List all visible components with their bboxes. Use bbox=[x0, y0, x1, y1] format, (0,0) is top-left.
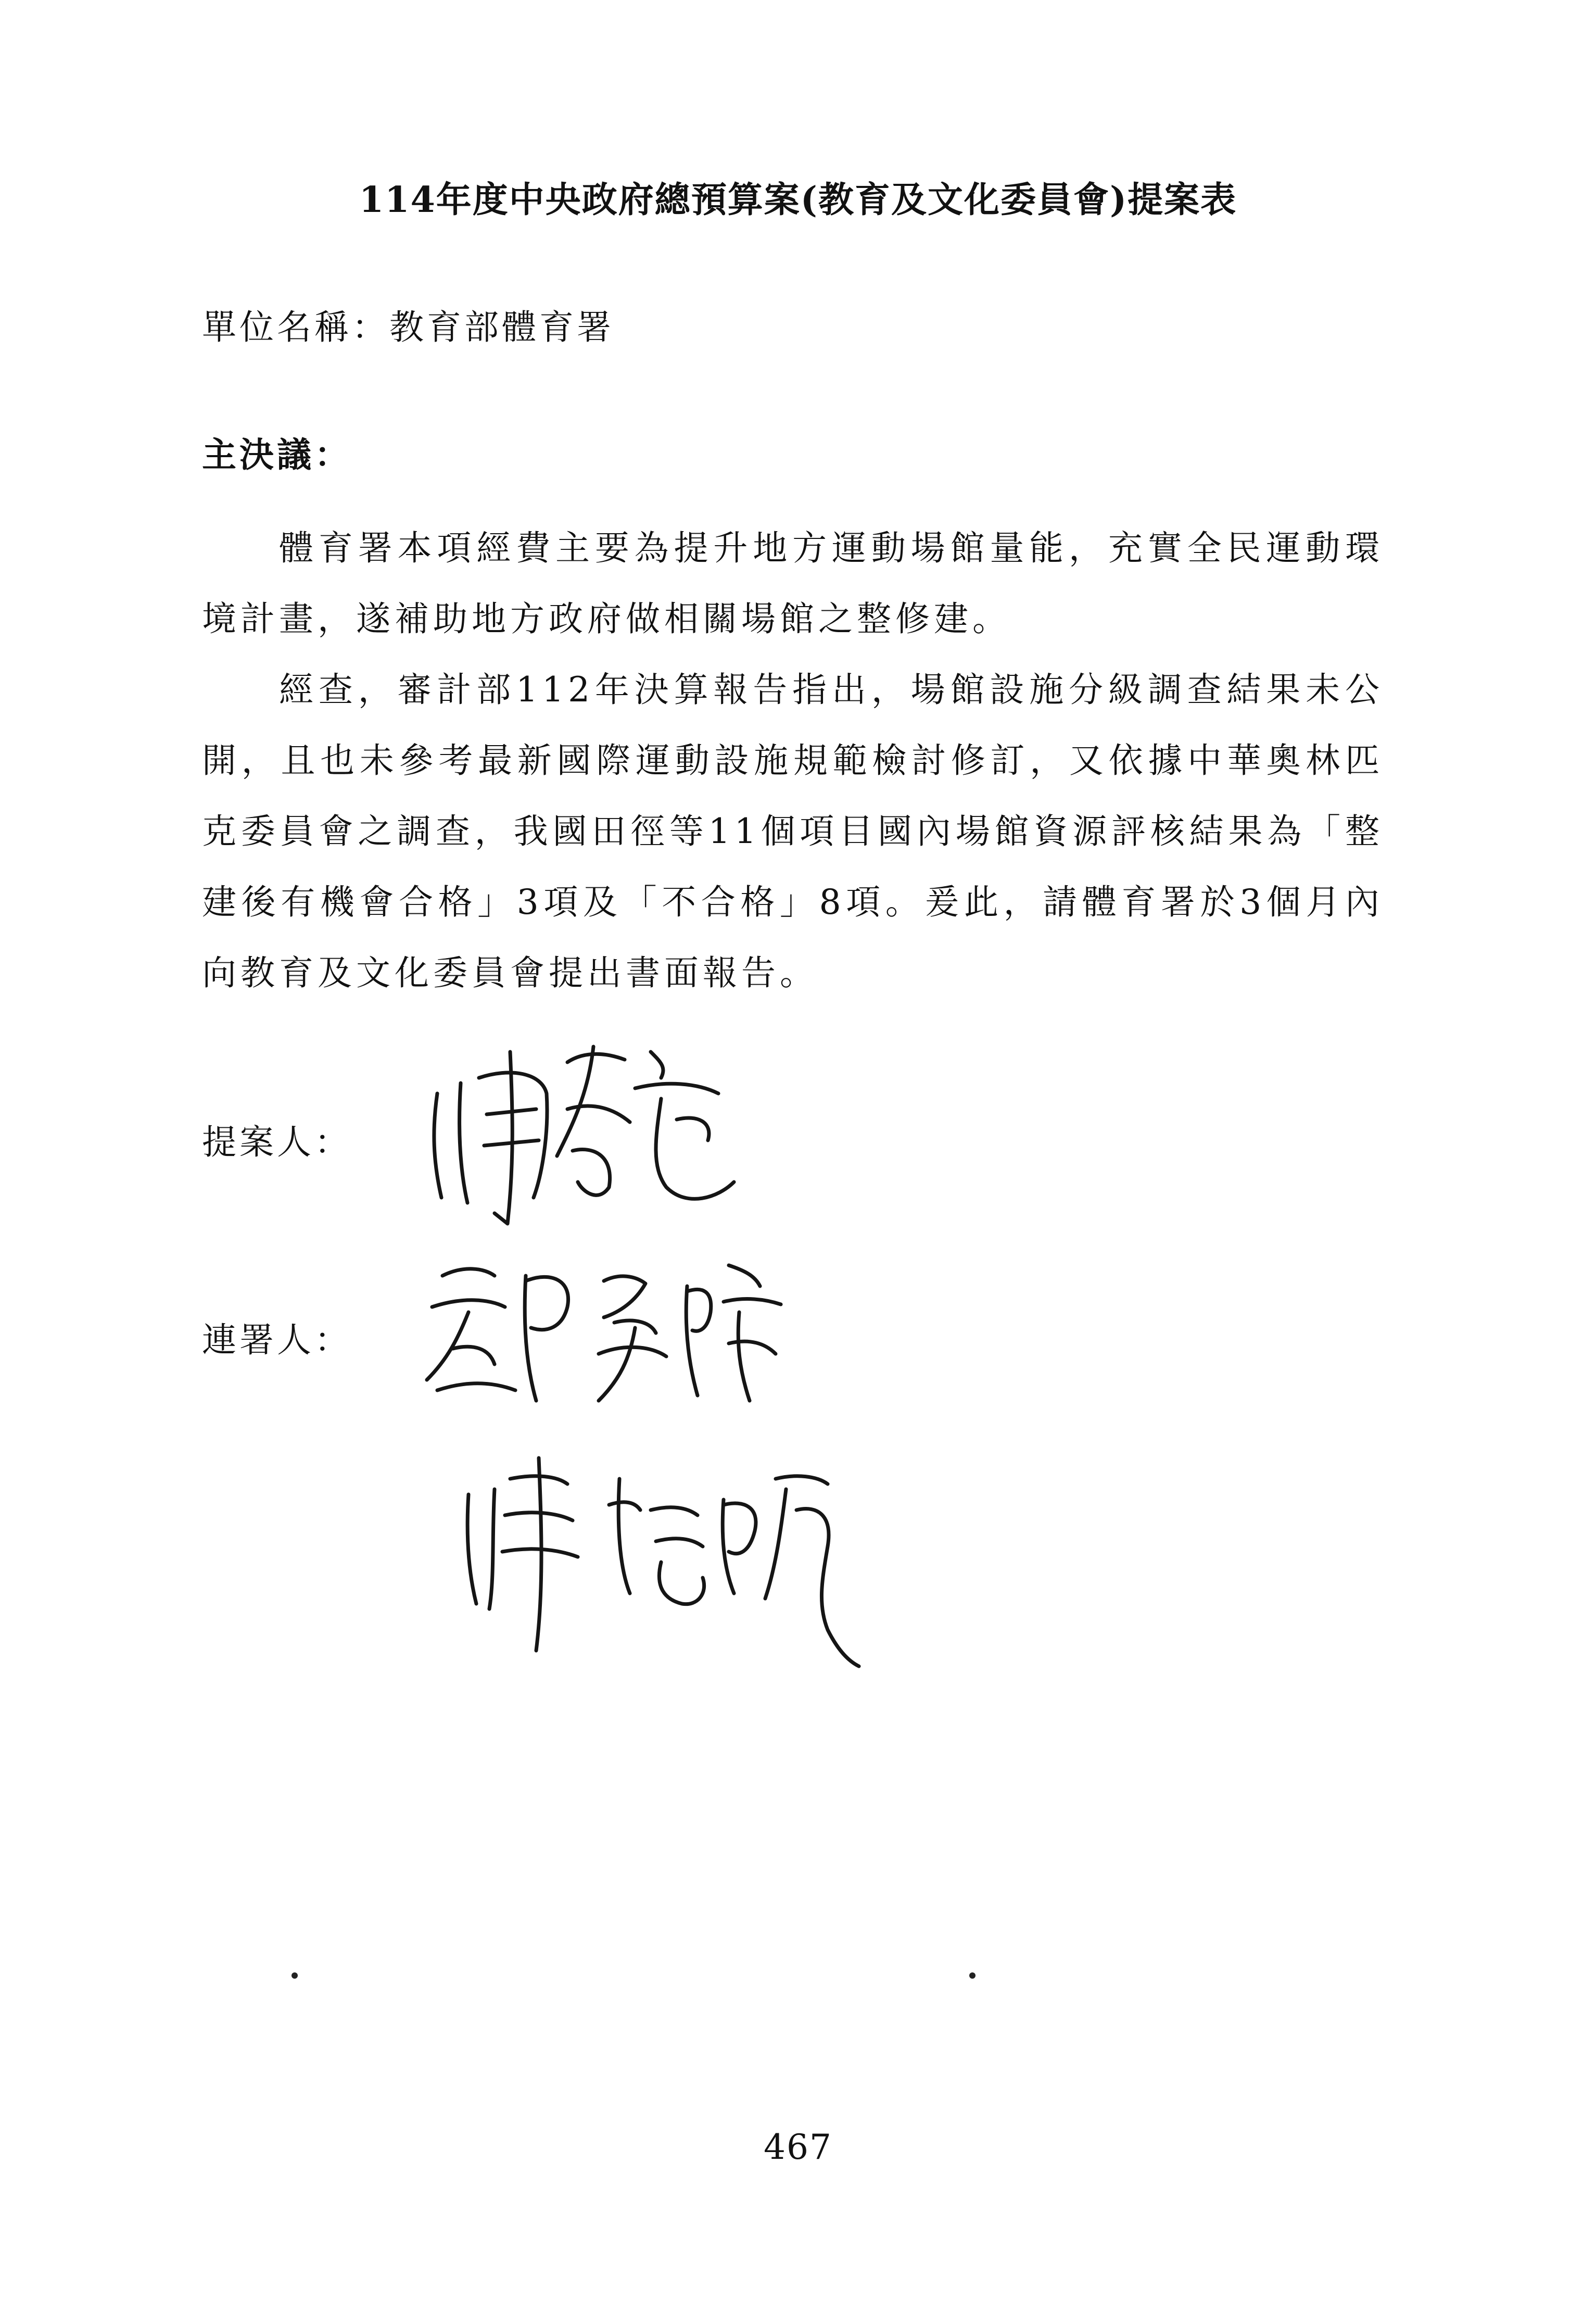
scan-speck bbox=[969, 1972, 976, 1979]
cosigner-label: 連署人： bbox=[202, 1320, 352, 1360]
cosigner-signature-2 bbox=[453, 1448, 869, 1674]
proposer-signature bbox=[416, 1031, 750, 1252]
page-title: 114年度中央政府總預算案(教育及文化委員會)提案表 bbox=[359, 179, 1237, 221]
scan-speck bbox=[292, 1972, 298, 1979]
resolution-paragraph-2: 經查，審計部112年決算報告指出，場館設施分級調查結果未公開，且也未參考最新國際運動設施規範檢討修訂，又依據中華奧林匹克委員會之調查，我國田徑等11個項目國內場館資源評核結果為「整建後有機會合格」3項及「不合格」8項。爰此，請體育署於3個月內向教育及文化委員會提出書面報告。 bbox=[202, 670, 1384, 993]
cosigner-signature-1 bbox=[416, 1244, 791, 1418]
page-number: 467 bbox=[764, 2127, 832, 2167]
unit-name-line: 單位名稱：教育部體育署 bbox=[202, 307, 614, 347]
resolution-paragraph-1: 體育署本項經費主要為提升地方運動場館量能，充實全民運動環境計畫，遂補助地方政府做相關場館之整修建。 bbox=[202, 528, 1384, 639]
proposer-label: 提案人： bbox=[202, 1122, 352, 1162]
main-resolution-heading: 主決議： bbox=[202, 434, 352, 475]
